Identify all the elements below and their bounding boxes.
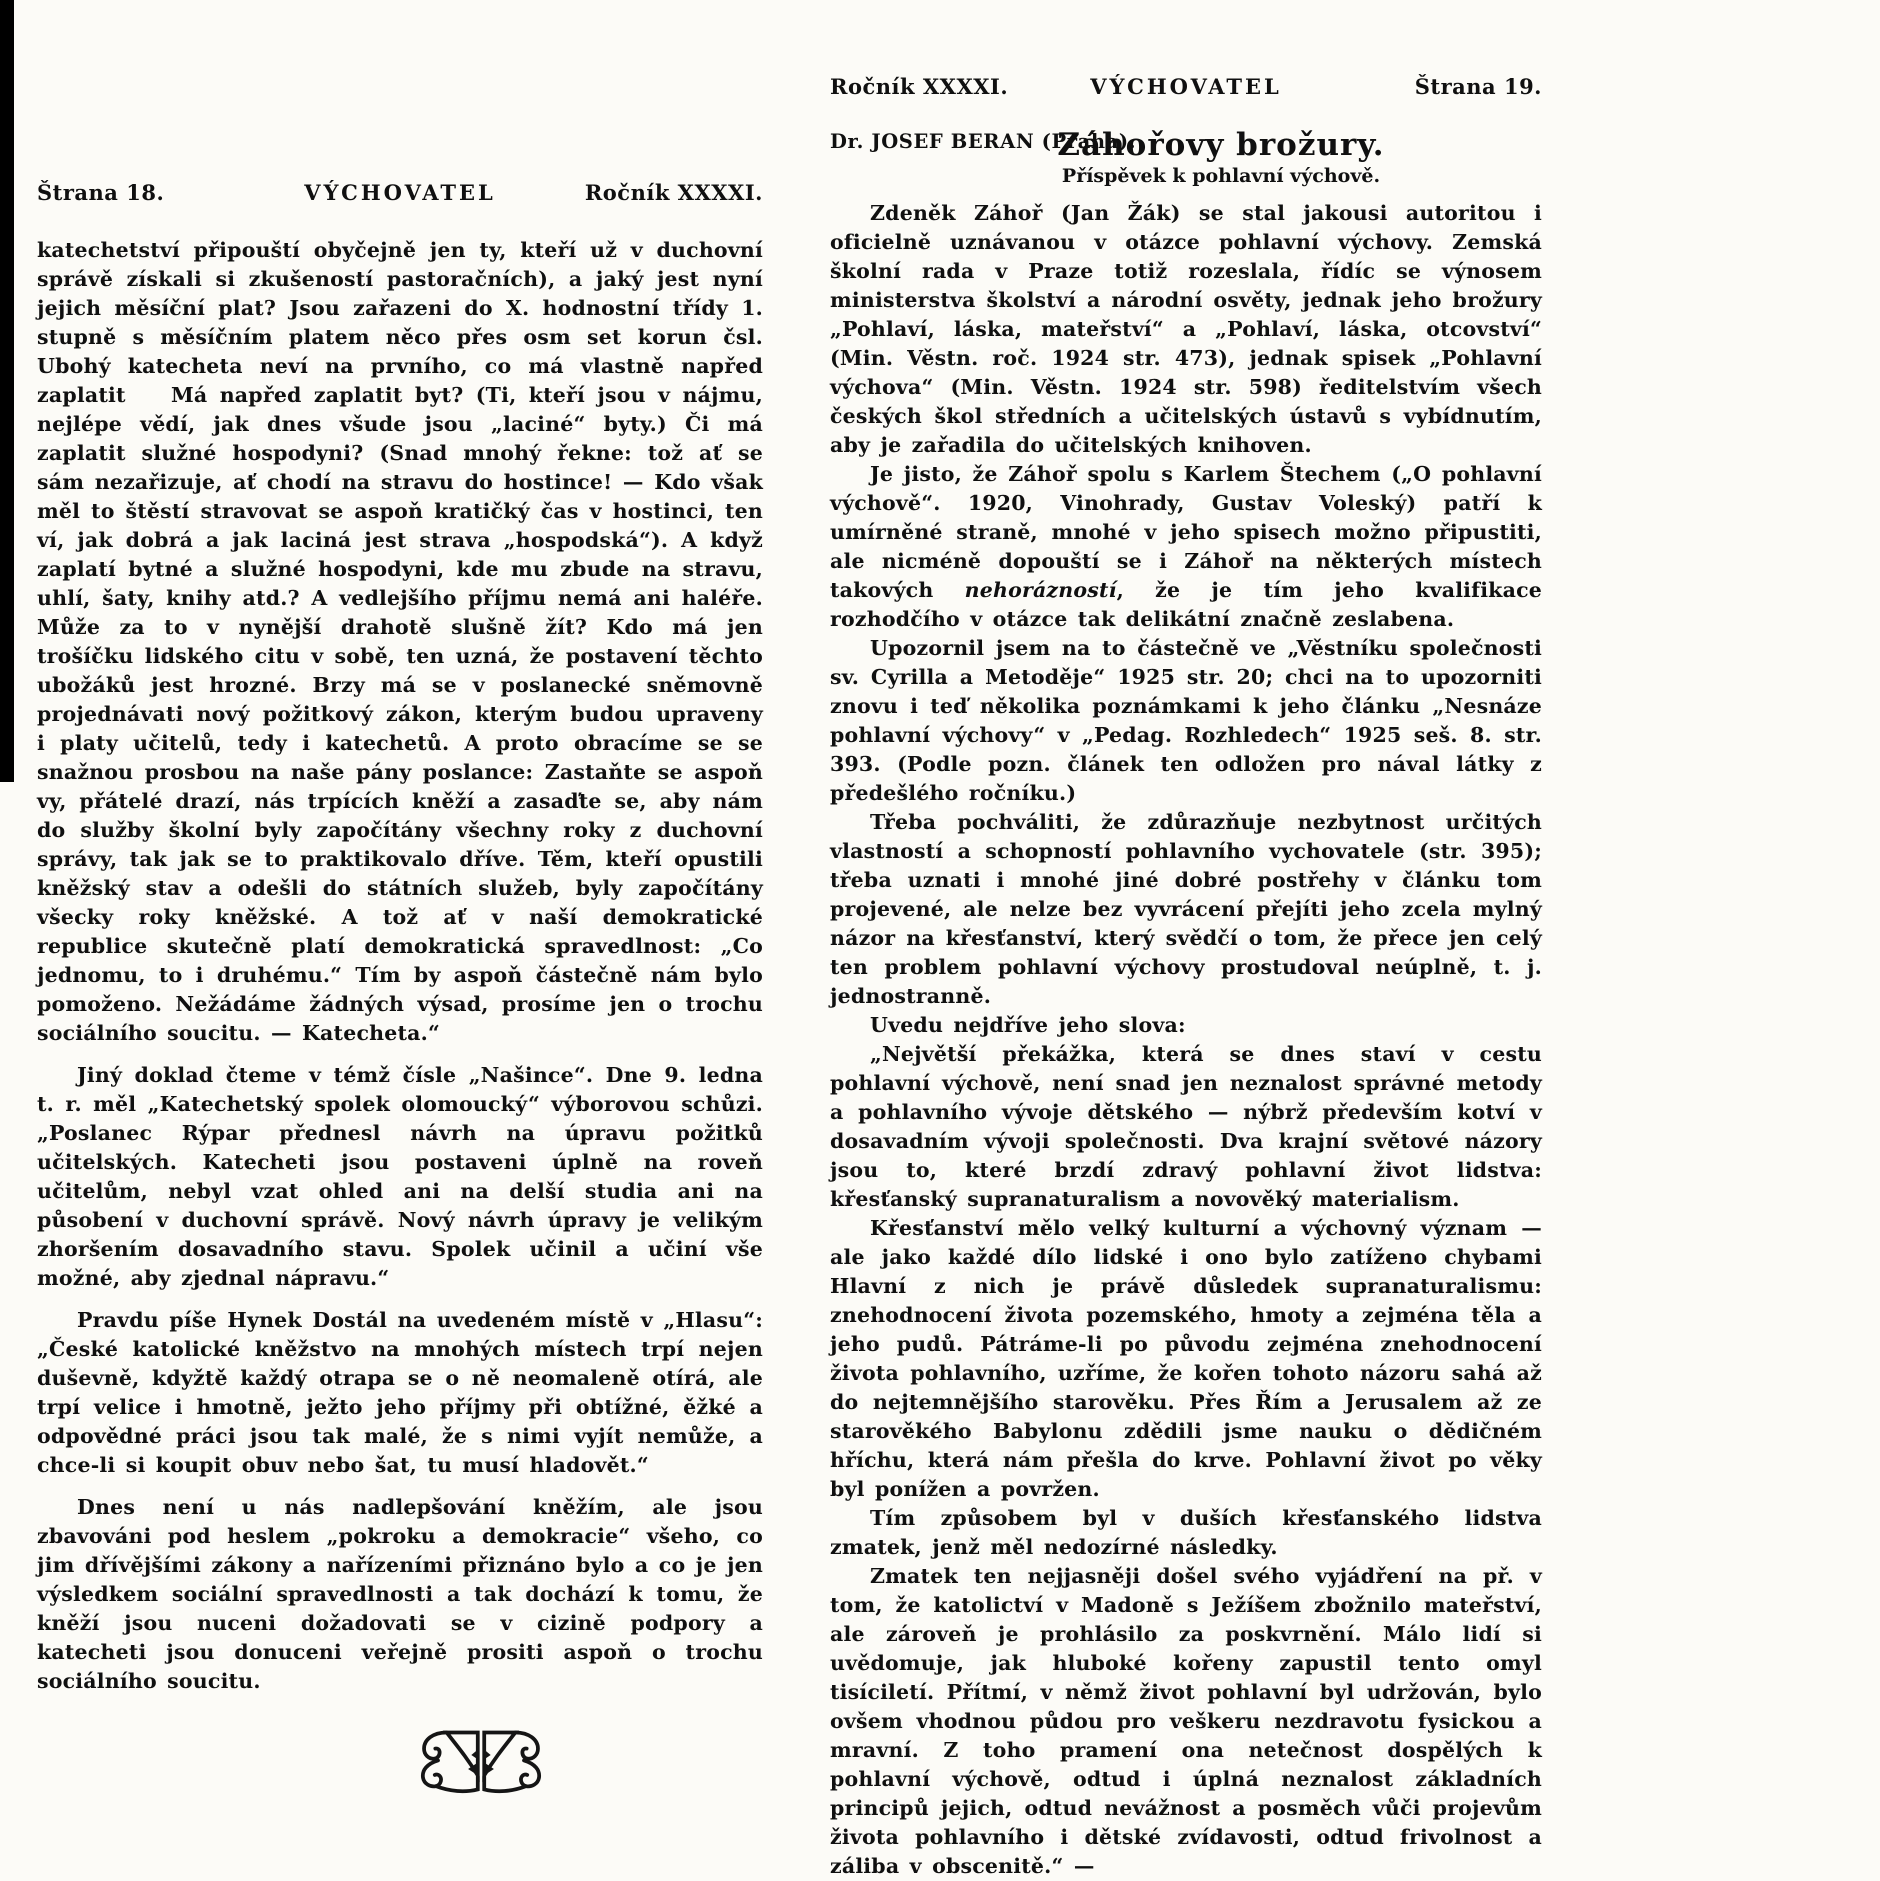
- tailpiece-scroll-icon: [395, 1726, 567, 1798]
- paragraph: Třeba pochváliti, že zdůrazňuje nezbytnost určitých vlastností a schopností pohlavního vychovatele (str. 395); třeba uznati i mnohé jiné dobré postřehy v článku tom projevené, ale nelze bez vyvrácení přejíti jeho zcela mylný názor na křesťanství, který svědčí o tom, že přece jen celý ten problem pohlavní výchovy prostudoval neúplně, t. j. jednostranně.: [830, 810, 1542, 1008]
- page-number-label: Štrana 18.: [37, 180, 165, 205]
- article-title: Záhořovy brožury.: [1057, 127, 1385, 163]
- author-byline: Dr. JOSEF BERAN (Praha).: [830, 130, 1137, 153]
- paragraph: Jiný doklad čteme v témž čísle „Našince“. Dne 9. ledna t. r. měl „Katechetský spolek olomoucký“ výborovou schůzi. „Poslanec Rýpar přednesl návrh na úpravu požitků učitelských. Katecheti jsou postaveni úplně na roveň učitelům, nebyl vzat ohled ani na delší studia ani na působení v duchovní správě. Nový návrh úpravy je velikým zhoršením dosavadního stavu. Spolek učinil a učiní vše možné, aby zjednal nápravu.“: [37, 1063, 763, 1290]
- page-19-body: [830, 199, 1542, 1881]
- journal-title-label: VÝCHOVATEL: [304, 180, 496, 205]
- journal-title-label: VÝCHOVATEL: [1090, 74, 1282, 99]
- volume-label: Ročník XXXXI.: [830, 74, 1009, 99]
- paragraph: Zdeněk Záhoř (Jan Žák) se stal jakousi autoritou i oficielně uznávanou v otázce pohlavní výchovy. Zemská školní rada v Praze totiž rozeslala, řídíc se výnosem ministerstva školství a národní osvěty, jednak jeho brožury „Pohlaví, láska, mateřství“ a „Pohlaví, láska, otcovství“ (Min. Věstn. roč. 1924 str. 473), jednak spisek „Pohlavní výchova“ (Min. Věstn. 1924 str. 598) ředitelstvím všech českých škol středních a učitelských ústavů s vybídnutím, aby je zařadila do učitelských knihoven.: [830, 201, 1542, 457]
- paragraph: Uvedu nejdříve jeho slova:: [870, 1013, 1186, 1037]
- page-19-header: [830, 74, 1542, 102]
- page-18: [37, 180, 763, 1798]
- page-number-label: Štrana 19.: [1414, 74, 1542, 99]
- paragraph: katechetství připouští obyčejně jen ty, kteří už v duchovní správě získali si zkušeností pastoračních), a jaký jest nyní jejich měsíční plat? Jsou zařazeni do X. hodnostní třídy 1. stupně s měsíčním platem něco přes osm set korun čsl. Ubohý katecheta neví na prvního, co má vlastně napřed zaplatit Má napřed zaplatit byt? (Ti, kteří jsou v nájmu, nejlépe vědí, jak dnes všude jsou „laciné“ byty.) Či má zaplatit služné hospodyni? (Snad mnohý řekne: tož ať se sám nezařizuje, ať chodí na stravu do hostince! — Kdo však měl to štěstí stravovat se aspoň kratičký čas v hostinci, ten ví, jak dobrá a jak laciná jest strava „hospodská“). A když zaplatí bytné a služné hospodyni, kde mu zbude na stravu, uhlí, šaty, knihy atd.? A vedlejšího příjmu nemá ani haléře. Může za to v nynější drahotě slušně žít? Kdo má jen trošíčku lidského citu v sobě, ten uzná, že postavení těchto ubožáků jest hrozné. Brzy má se v poslanecké sněmovně projednávati nový požitkový zákon, kterým budou upraveny i platy učitelů, tedy i katechetů. A proto obracíme se se snažnou prosbou na naše pány poslance: Zastaňte se aspoň vy, přátelé drazí, nás trpících kněží a zasaďte se, aby nám do služby školní byly započítány všechny roky z duchovní správy, tak jak se to praktikovalo dříve. Těm, kteří opustili kněžský stav a odešli do státních služeb, byly započítány všecky roky kněžské. A tož ať v naší demokratické republice skutečně platí demokratická spravedlnost: „Co jednomu, to i druhému.“ Tím by aspoň částečně nám bylo pomoženo. Nežádáme žádných výsad, prosíme jen o trochu sociálního soucitu. — Katecheta.“: [37, 238, 763, 1045]
- paragraph: Upozornil jsem na to částečně ve „Věstníku společnosti sv. Cyrilla a Metoděje“ 1925 str. 20; chci na to upozorniti znovu i teď několika poznámkami k jeho článku „Nesnáze pohlavní výchovy“ v „Pedag. Rozhledech“ 1925 seš. 8. str. 393. (Podle pozn. článek ten odložen pro nával látky z předešlého ročníku.): [830, 636, 1542, 805]
- article-subtitle: Příspěvek k pohlavní výchově.: [1061, 165, 1381, 187]
- paragraph: Pravdu píše Hynek Dostál na uvedeném místě v „Hlasu“: „České katolické kněžstvo na mnohých místech trpí nejen duševně, kdyžtě každý otrapa se o ně neomaleně otírá, ale trpí velice i hmotně, ježto jeho příjmy při obtížné, ěžké a odpovědné práci jsou tak malé, že s nimi vyjít nemůže, a chce-li si koupit obuv nebo šat, tu musí hladovět.“: [37, 1308, 763, 1477]
- paragraph: Křesťanství mělo velký kulturní a výchovný význam — ale jako každé dílo lidské i ono bylo zatíženo chybami Hlavní z nich je právě důsledek supranaturalismu: znehodnocení života pozemského, hmoty a zejména těla a jeho pudů. Pátráme-li po původu zejména znehodnocení života pohlavního, uzříme, že kořen tohoto názoru sahá až do nejtemnějšího starověku. Přes Řím a Jerusalem až ze starověkého Babylonu zdědili jsme nauku o dědičném hříchu, která nám přešla do krve. Pohlavní život po věky byl ponížen a povržen.: [830, 1216, 1542, 1501]
- paragraph: Dnes není u nás nadlepšování kněžím, ale jsou zbavováni pod heslem „pokroku a demokracie“ všeho, co jim dřívějšími zákony a nařízeními přiznáno bylo a co je jen výsledkem sociální spravedlnosti a tak dochází k tomu, že kněží jsou nuceni dožadovati se v cizině podpory a katecheti jsou donuceni veřejně prositi aspoň o trochu sociálního soucitu.: [37, 1495, 763, 1693]
- paragraph: Tím způsobem byl v duších křesťanského lidstva zmatek, jenž měl nedozírné následky.: [830, 1506, 1542, 1559]
- paragraph: „Největší překážka, která se dnes staví v cestu pohlavní výchově, není snad jen neznalost správné metody a pohlavního vývoje dětského — nýbrž především kotví v dosavadním vývoji společnosti. Dva krajní světové názory jsou to, které brzdí zdravý pohlavní život lidstva: křesťanský supranaturalism a novověký materialism.: [830, 1042, 1542, 1211]
- page-18-header: [37, 180, 763, 208]
- volume-label: Ročník XXXXI.: [584, 180, 763, 205]
- page-18-body: [37, 236, 763, 1696]
- paragraph: Zmatek ten nejjasněji došel svého vyjádření na př. v tom, že katolictví v Madoně s Ježíšem zbožnilo mateřství, ale zároveň je prohlásilo za poskvrnění. Málo lidí si uvědomuje, jak hluboké kořeny zapustil tento omyl tisíciletí. Přítmí, v němž život pohlavní byl udržován, bylo ovšem vhodnou půdou pro veškeru nezdravotu fysickou a mravní. Z toho pramení ona netečnost dospělých k pohlavní výchově, odtud i úplná neznalost základních principů jejich, odtud nevážnost a posměch vůči projevům života pohlavního i dětské zvídavosti, odtud frivolnost a záliba v obscenitě.“ —: [830, 1564, 1542, 1878]
- page-19: [830, 74, 1542, 1881]
- paragraph: Je jisto, že Záhoř spolu s Karlem Štechem („O pohlavní výchově“. 1920, Vinohrady, Gustav Voleský) patří k umírněné straně, mnohé v jeho spisech možno připustiti, ale nicméně dopouští se i Záhoř na některých místech takových nehorázností, že je tím jeho kvalifikace rozhodčího v otázce tak delikátní značně zeslabena.: [830, 462, 1542, 631]
- scan-edge-artifact: [0, 0, 14, 782]
- tailpiece-ornament: [395, 1726, 567, 1798]
